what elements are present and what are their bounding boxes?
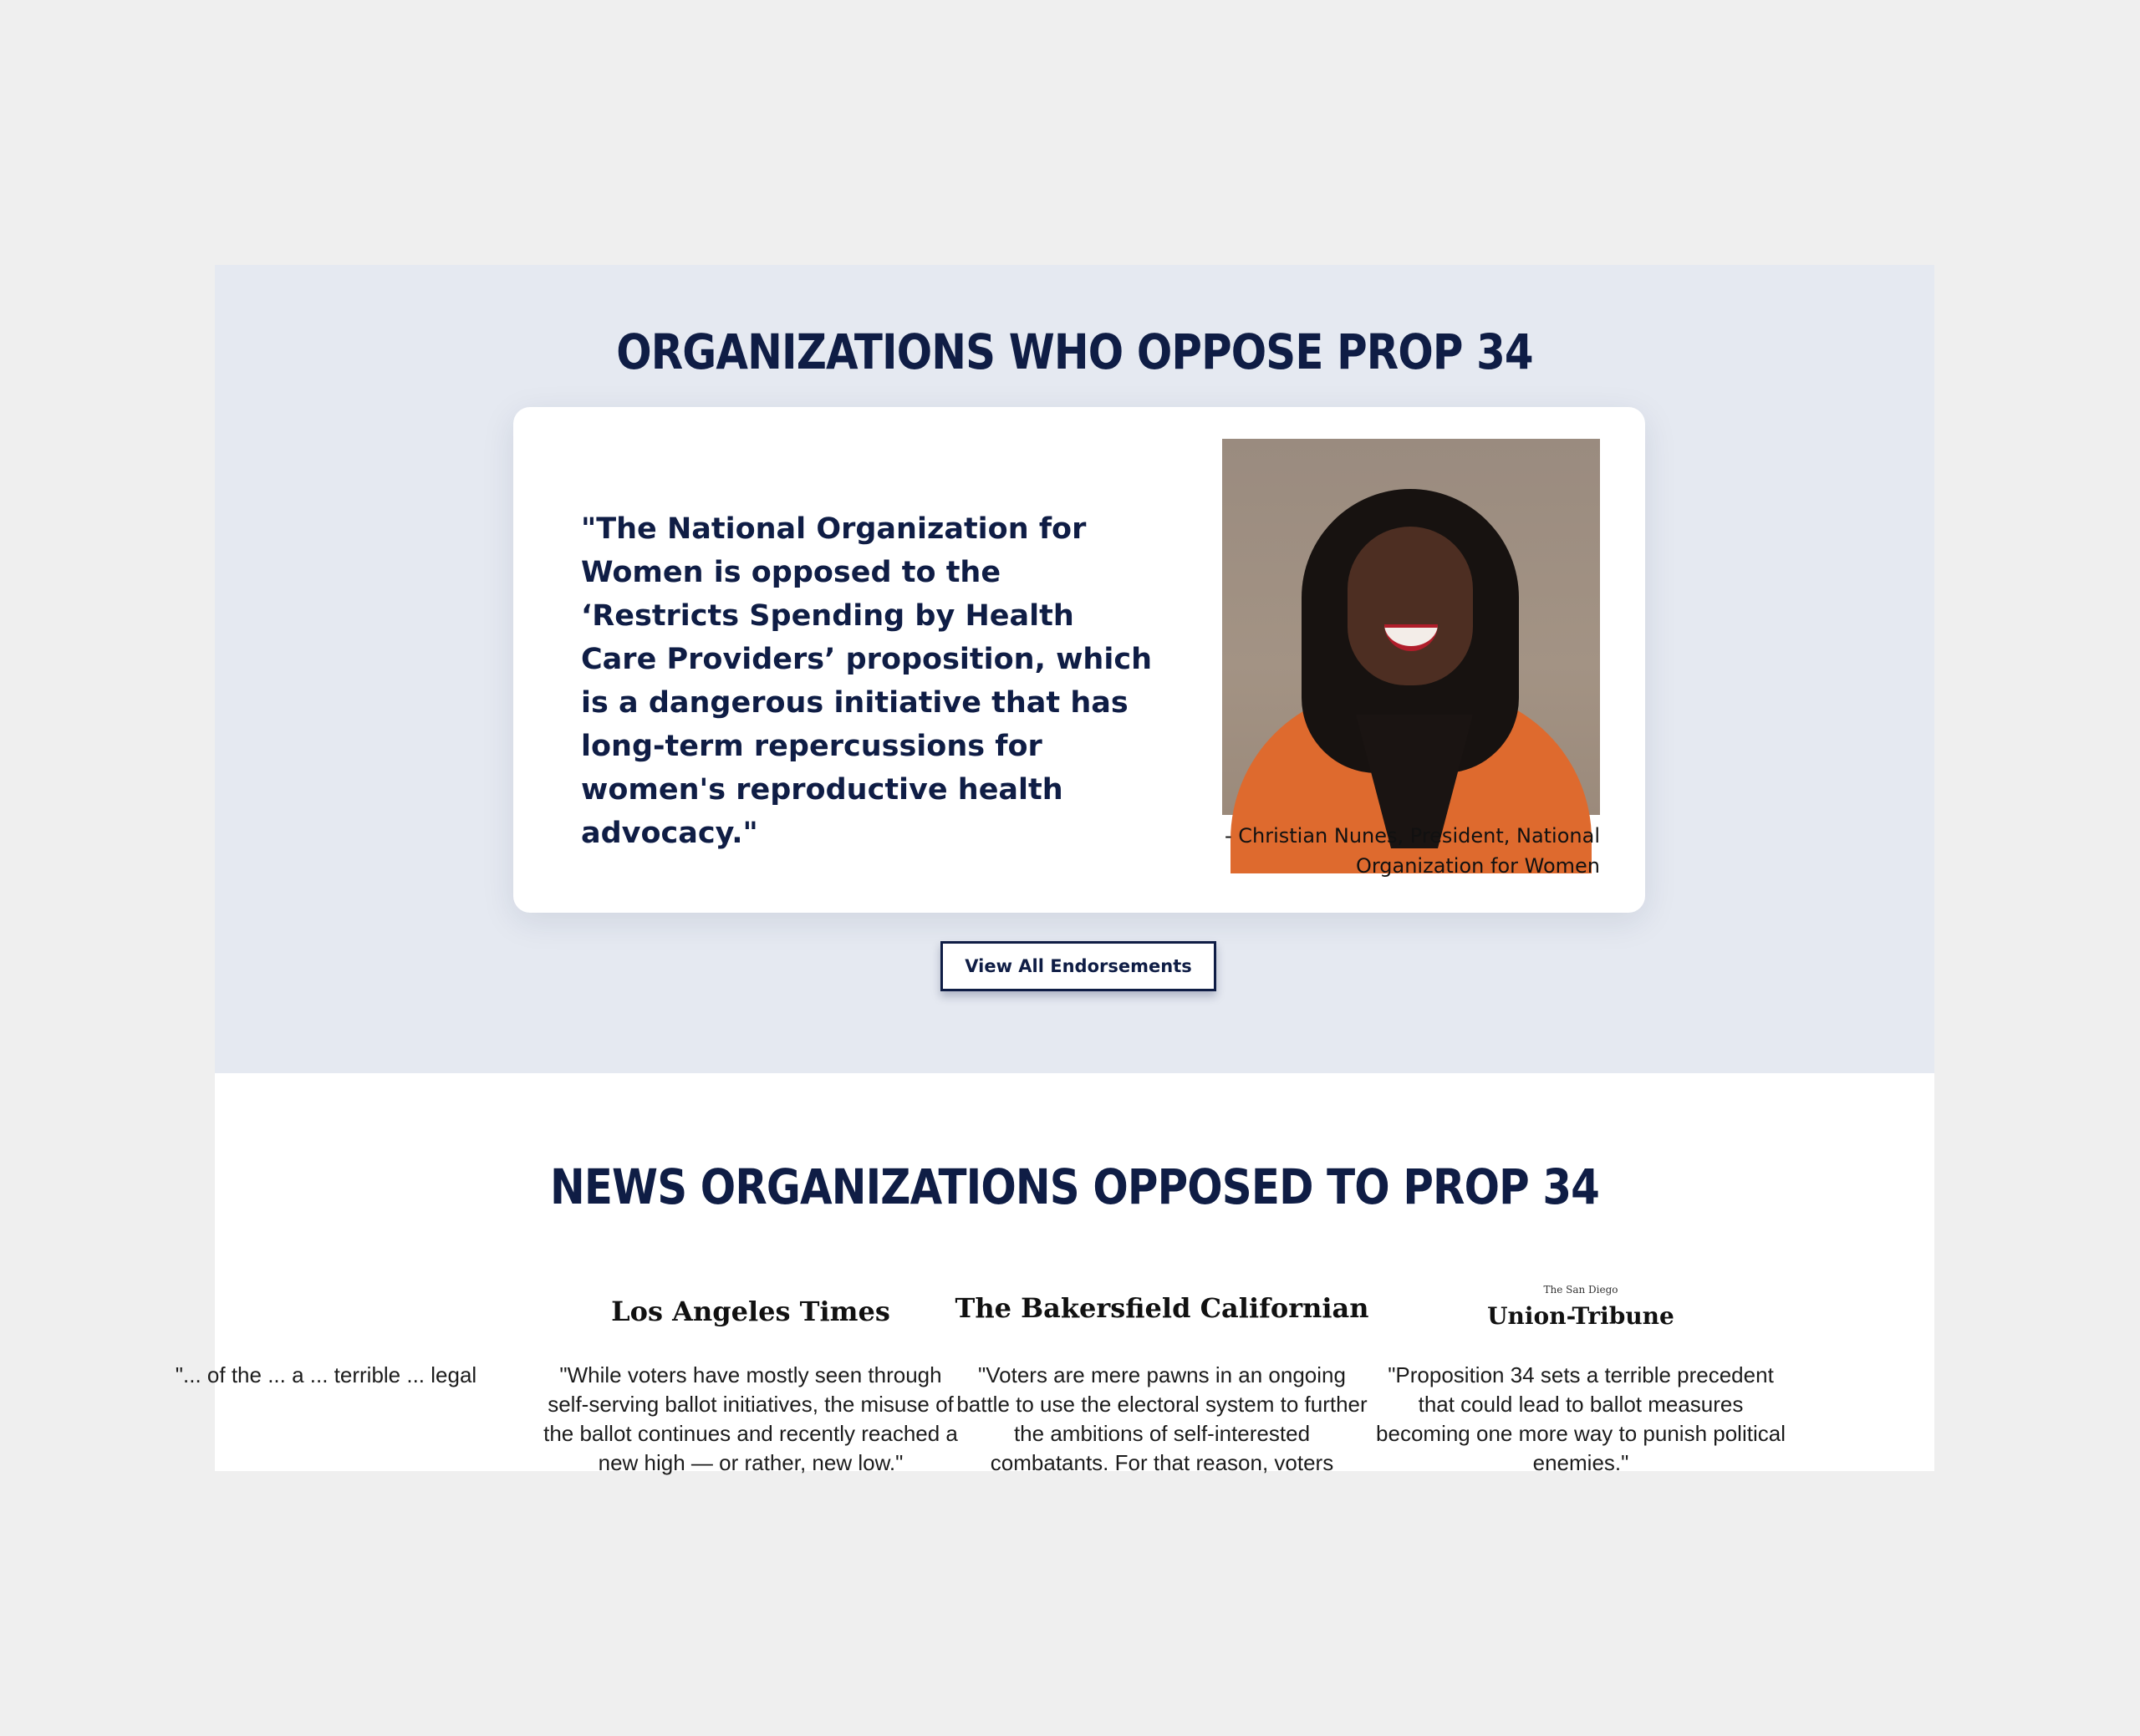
- union-tribune-logo: Union-Tribune: [1487, 1302, 1674, 1330]
- news-heading: NEWS ORGANIZATIONS OPPOSED TO PROP 34: [549, 1158, 1600, 1215]
- endorser-caption: - Christian Nunes, President, National Organization for Women: [1224, 824, 1600, 878]
- endorsement-quote-card: [513, 407, 1645, 913]
- news-card-bakersfield-californian: [953, 1277, 1371, 1475]
- news-card-union-tribune: [1372, 1277, 1790, 1475]
- organizations-section: [215, 265, 1934, 1073]
- los-angeles-times-logo: Los Angeles Times: [611, 1296, 890, 1327]
- news-carousel[interactable]: [175, 1277, 1786, 1475]
- news-card-previous: [117, 1277, 535, 1471]
- news-quote: "Proposition 34 sets a terrible precedent that could lead to ballot measures becoming one more way to punish political enemies.": [1376, 1362, 1786, 1475]
- bakersfield-californian-logo: The Bakersfield Californian: [955, 1292, 1369, 1324]
- union-tribune-logo-small: The San Diego: [1543, 1284, 1618, 1296]
- page: [175, 265, 1934, 1475]
- news-quote: "Voters are mere pawns in an ongoing battle to use the electoral system to further the ambitions of self-interested combatants. For that reason, voters: [956, 1362, 1368, 1475]
- endorsement-quote: "The National Organization for Women is opposed to the ‘Restricts Spending by Health Care Providers’ proposition, which is a dangerous initiative that has long-term repercussions for women's reproductive health advocacy.": [581, 512, 1152, 850]
- news-quote: "While voters have mostly seen through self-serving ballot initiatives, the misuse of the ballot continues and recently reached a new high — or rather, new low.": [543, 1362, 958, 1475]
- endorser-portrait: [1222, 439, 1600, 815]
- news-quote: "... of the ... a ... terrible ... legal: [175, 1362, 477, 1387]
- news-card-los-angeles-times: [542, 1277, 960, 1475]
- portrait-face: [1348, 527, 1473, 685]
- organizations-heading: ORGANIZATIONS WHO OPPOSE PROP 34: [616, 323, 1533, 380]
- view-all-endorsements-button[interactable]: View All Endorsements: [940, 941, 1216, 991]
